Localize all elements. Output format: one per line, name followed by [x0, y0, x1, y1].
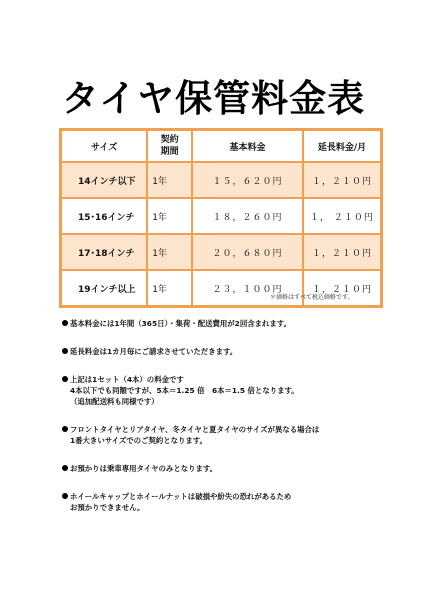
- header-term-line2: 期間: [160, 147, 179, 157]
- bullet-icon: [62, 465, 68, 471]
- cell-extension-fee: １， ２１０円: [303, 198, 381, 234]
- header-term-line1: 契約: [160, 135, 179, 145]
- table-row: [61, 234, 381, 270]
- bullet-icon: [62, 376, 68, 382]
- cell-size: 15･16インチ: [61, 198, 147, 234]
- note-text: ホイールキャップとホイールナットは破損や紛失の恐れがあるため: [70, 492, 292, 501]
- note-item: [62, 463, 402, 474]
- note-line: （追加配送料も同様です）: [70, 397, 159, 406]
- cell-size: 17･18インチ: [61, 234, 147, 270]
- note-line: 4本以下でも同額ですが、5本＝1.25 倍 6本＝1.5 倍となります。: [70, 386, 299, 395]
- cell-term: 1年: [147, 198, 192, 234]
- bullet-icon: [62, 493, 68, 499]
- note-text: フロントタイヤとリアタイヤ、冬タイヤと夏タイヤのサイズが異なる場合は: [70, 425, 320, 434]
- cell-size: 14インチ以下: [61, 162, 147, 198]
- header-base-fee: 基本料金: [192, 130, 303, 162]
- note-line: [62, 491, 402, 502]
- note-item: [62, 491, 402, 513]
- note-text: 基本料金には1年間（365日）・集荷・配送費用が2回含まれます。: [70, 319, 291, 328]
- bullet-icon: [62, 348, 68, 354]
- cell-base-fee: １５，６２０円: [192, 162, 303, 198]
- cell-base-fee: ２０，６８０円: [192, 234, 303, 270]
- header-size: サイズ: [61, 130, 147, 162]
- cell-size: 19インチ以上: [61, 270, 147, 306]
- tax-footnote: ＊価格はすべて税込価格です。: [270, 294, 354, 301]
- cell-base-fee: ２３，１００円: [192, 270, 303, 306]
- table-row: [61, 162, 381, 198]
- cell-term: 1年: [147, 162, 192, 198]
- note-line: [62, 424, 402, 435]
- cell-extension-fee: １，２１０円: [303, 270, 381, 306]
- bullet-icon: [62, 426, 68, 432]
- note-line: お預かりできません。: [70, 503, 145, 512]
- cell-term: 1年: [147, 270, 192, 306]
- notes-list: [62, 318, 402, 530]
- note-line: 1番大きいサイズでのご契約となります。: [70, 436, 207, 445]
- page-title: タイヤ保管料金表: [61, 77, 366, 120]
- header-term: [147, 130, 192, 162]
- table-header-row: [61, 130, 381, 162]
- note-line: [62, 346, 402, 357]
- note-item: [62, 318, 402, 329]
- cell-term: 1年: [147, 234, 192, 270]
- note-item: [62, 346, 402, 357]
- note-line: [62, 374, 402, 385]
- note-line: [62, 318, 402, 329]
- note-item: [62, 424, 402, 446]
- bullet-icon: [62, 320, 68, 326]
- note-text: 延長料金は1カ月毎にご請求させていただきます。: [70, 347, 238, 356]
- header-extension-fee: 延長料金/月: [303, 130, 381, 162]
- cell-extension-fee: １，２１０円: [303, 162, 381, 198]
- cell-base-fee: １８，２６０円: [192, 198, 303, 234]
- note-text: お預かりは乗車専用タイヤのみとなります。: [70, 464, 218, 473]
- cell-extension-fee: １，２１０円: [303, 234, 381, 270]
- price-table: [59, 128, 383, 308]
- table-row: [61, 198, 381, 234]
- note-line: [62, 463, 402, 474]
- note-text: 上記は1セット（4本）の料金です: [70, 375, 184, 384]
- note-item: [62, 374, 402, 407]
